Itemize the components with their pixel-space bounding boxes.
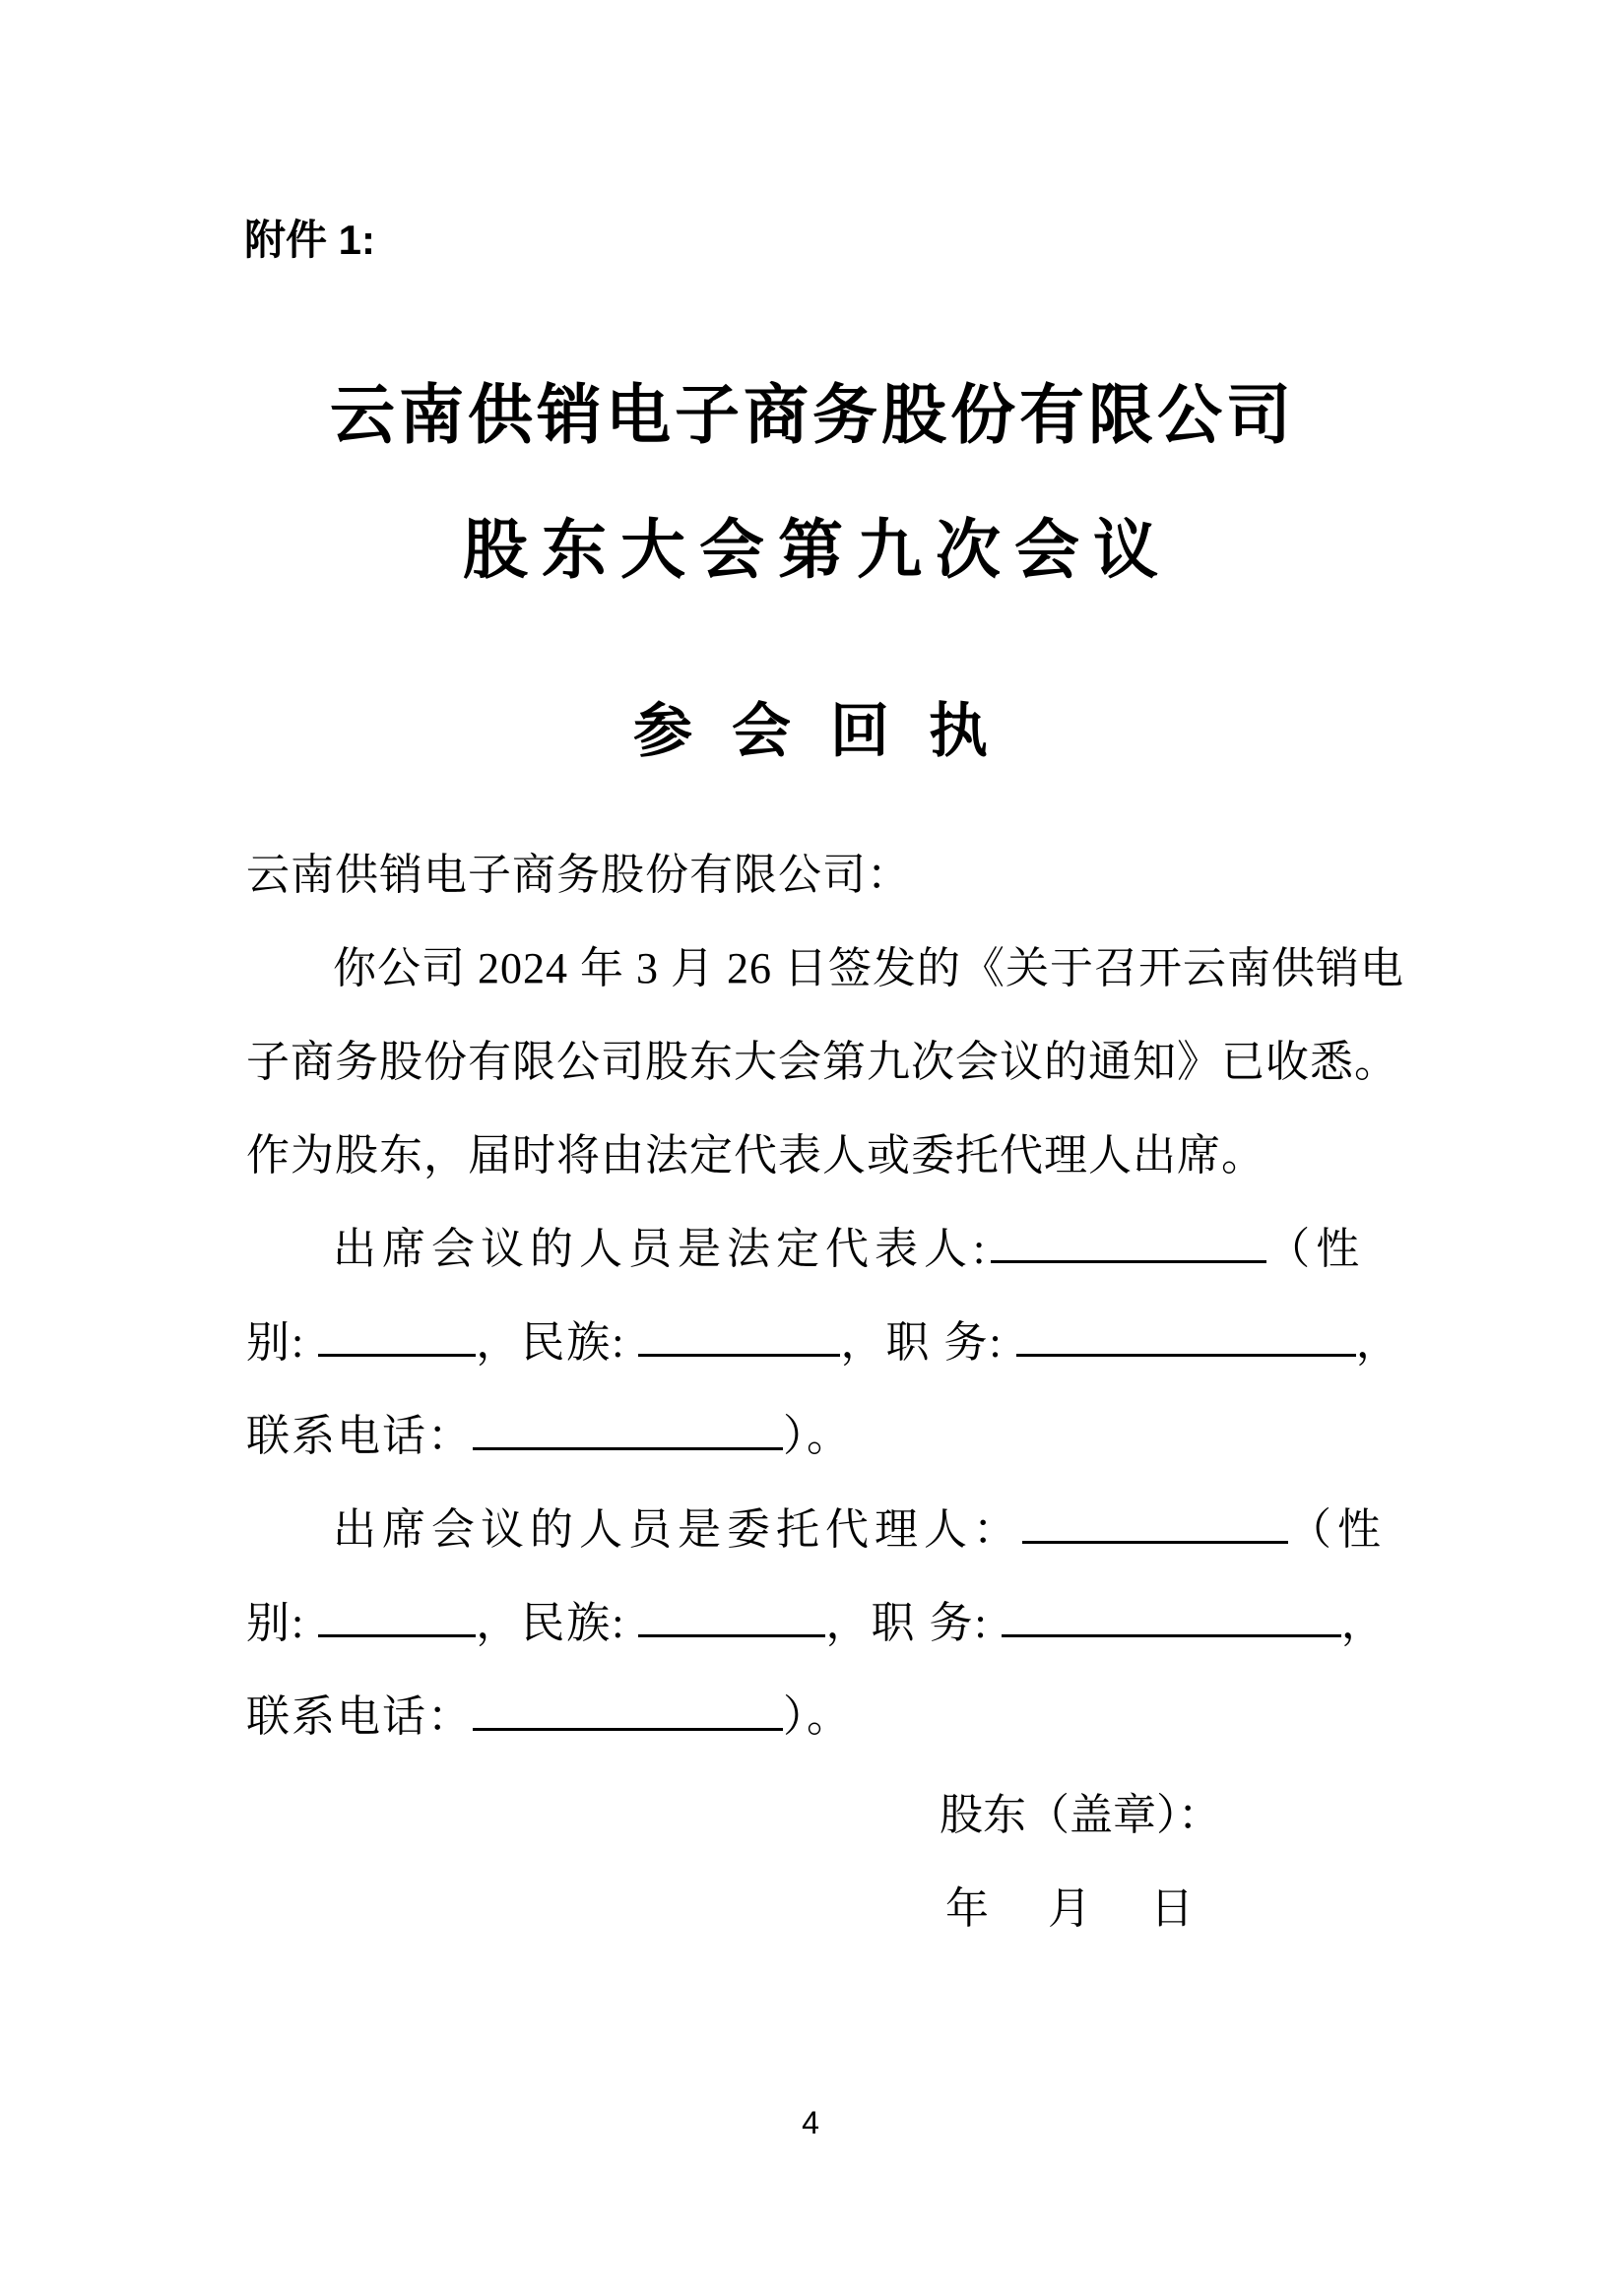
date-line: 年 月 日: [945, 1884, 1201, 1933]
text-segment: 联系电话：: [246, 1412, 473, 1460]
legal-rep-detail-line: [246, 1296, 1401, 1389]
fill-in-blank[interactable]: [638, 1314, 840, 1357]
document-subtitle: 参会回执: [633, 699, 1027, 764]
text-segment: ，职 务:: [825, 1599, 1002, 1647]
text-segment: ，: [1340, 1599, 1387, 1647]
notice-paragraph-line2: 子商务股份有限公司股东大会第九次会议的通知》已收悉。: [246, 1038, 1398, 1086]
document-title-line2: 股东大会第九次会议: [463, 515, 1172, 587]
text-segment: ）。: [783, 1692, 852, 1741]
shareholder-stamp-line: 股东（盖章）：: [940, 1791, 1221, 1839]
notice-paragraph-line1: 你公司 2024 年 3 月 26 日签发的《关于召开云南供销电: [333, 944, 1404, 992]
fill-in-blank[interactable]: [318, 1595, 476, 1637]
page-number: 4: [802, 2105, 819, 2140]
text-segment: ，职 务:: [840, 1318, 1016, 1367]
proxy-detail-line: [246, 1576, 1387, 1670]
document-body: [246, 828, 1404, 1763]
text-segment: 出席会议的人员是委托代理人：: [333, 1505, 1022, 1554]
proxy-phone-line: [246, 1670, 1379, 1763]
salutation-line: 云南供销电子商务股份有限公司：: [246, 851, 911, 899]
fill-in-blank[interactable]: [1002, 1595, 1341, 1637]
notice-paragraph-line3: 作为股东，届时将由法定代表人或委托代理人出席。: [246, 1131, 1265, 1180]
fill-in-blank[interactable]: [1016, 1314, 1356, 1357]
text-segment: ，: [1355, 1318, 1401, 1367]
fill-in-blank[interactable]: [1022, 1501, 1288, 1544]
fill-in-blank[interactable]: [638, 1595, 825, 1637]
proxy-name-line: [246, 1483, 1387, 1576]
text-segment: 别:: [246, 1599, 319, 1647]
document-title-line1: 云南供销电子商务股份有限公司: [330, 380, 1295, 452]
text-segment: ）。: [783, 1412, 852, 1460]
text-segment: （性: [1266, 1225, 1366, 1273]
text-segment: 别:: [246, 1318, 319, 1367]
attachment-label: 附件 1:: [244, 217, 376, 263]
legal-rep-name-line: [246, 1202, 1379, 1296]
signature-block: [246, 1768, 1379, 1955]
fill-in-blank[interactable]: [318, 1314, 476, 1357]
text-segment: 出席会议的人员是法定代表人:: [333, 1225, 992, 1273]
legal-rep-phone-line: [246, 1389, 1379, 1483]
text-segment: （性: [1288, 1505, 1387, 1554]
text-segment: ，民族:: [476, 1318, 639, 1367]
fill-in-blank[interactable]: [473, 1408, 783, 1450]
fill-in-blank[interactable]: [473, 1689, 783, 1731]
text-segment: ，民族:: [476, 1599, 639, 1647]
fill-in-blank[interactable]: [991, 1221, 1266, 1263]
text-segment: 联系电话：: [246, 1692, 473, 1741]
